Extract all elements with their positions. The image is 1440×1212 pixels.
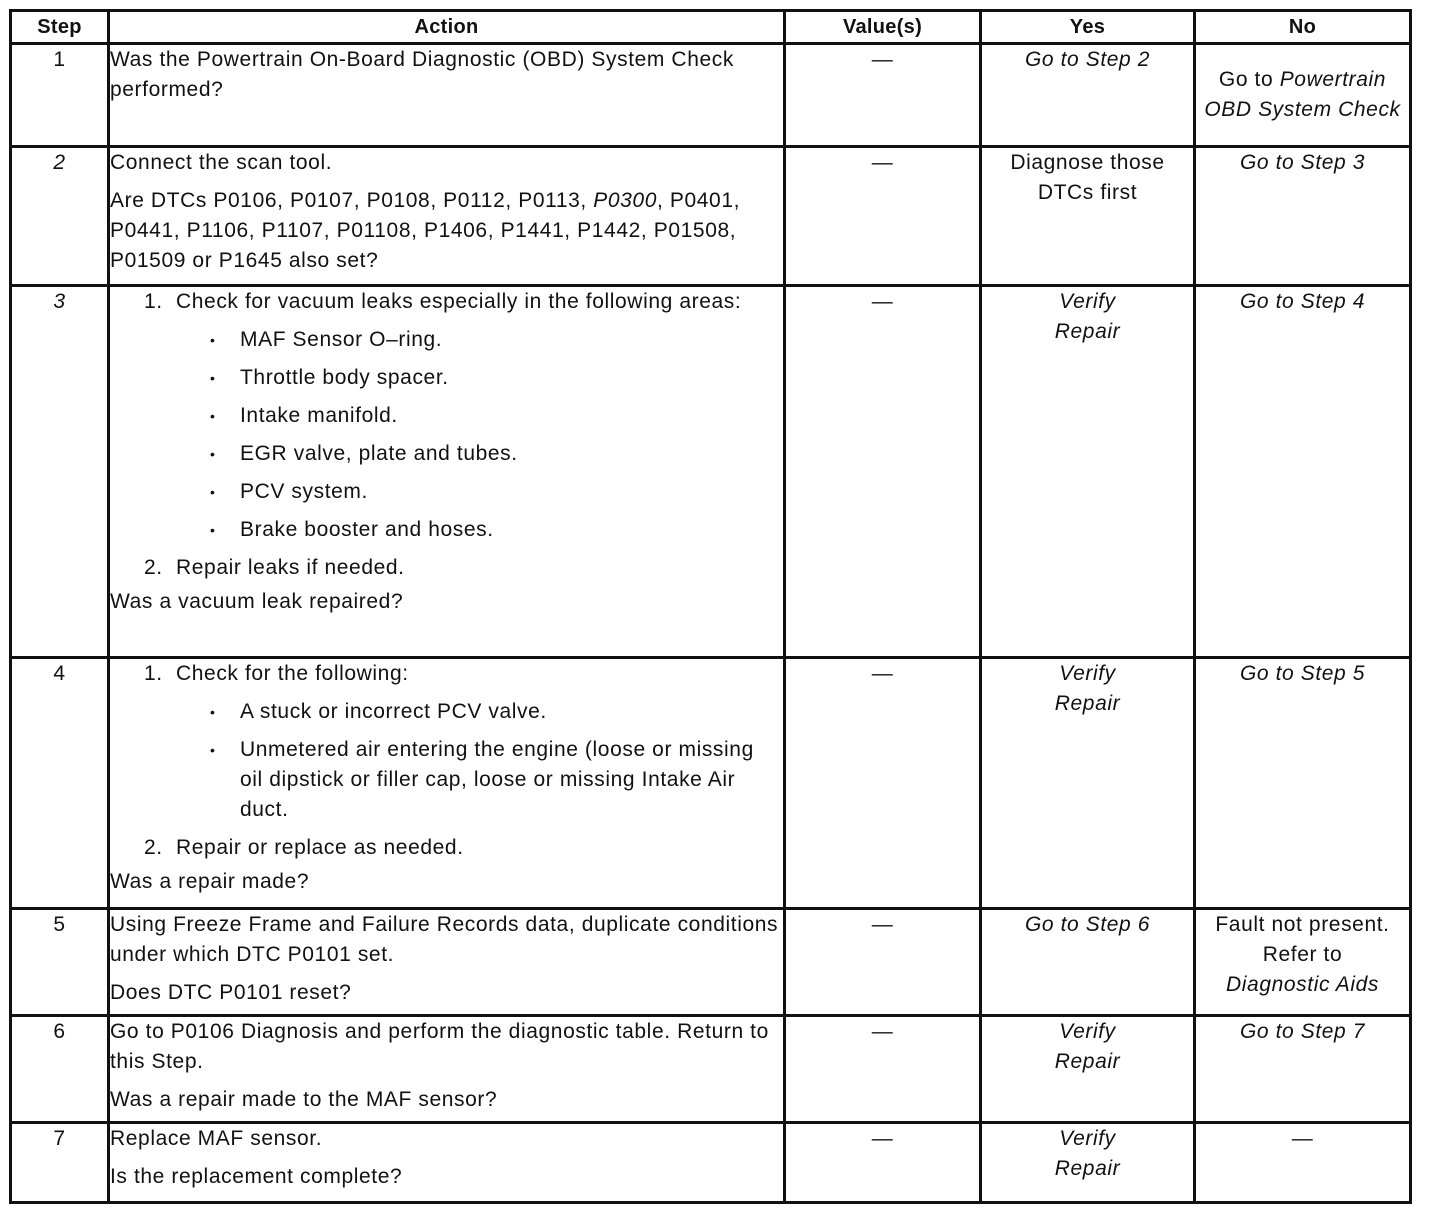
- item-number: 1.: [144, 290, 163, 313]
- action-cell: [109, 286, 785, 658]
- yes-cell: Verify Repair: [981, 1123, 1195, 1203]
- bullet-item: • Intake manifold.: [208, 401, 783, 431]
- value-cell: —: [785, 909, 981, 1016]
- value-cell: —: [785, 44, 981, 147]
- bullet-item: • PCV system.: [208, 477, 783, 507]
- bullet-item: • A stuck or incorrect PCV valve.: [208, 697, 783, 727]
- action-cell: [109, 147, 785, 286]
- action-cell: [109, 658, 785, 909]
- no-cell: —: [1195, 1123, 1411, 1203]
- action-text: Go to P0106 Diagnosis and perform the diagnostic table. Return to this Step.: [110, 1020, 769, 1073]
- item-text: Check for the following:: [176, 662, 409, 685]
- table-row: [11, 1123, 1411, 1203]
- bullet-item: • EGR valve, plate and tubes.: [208, 439, 783, 469]
- no-text: Go to: [1218, 68, 1280, 91]
- item-number: 2.: [144, 556, 163, 579]
- step-number: 7: [11, 1123, 109, 1203]
- numbered-steps: [110, 659, 783, 863]
- bullet-item: • MAF Sensor O–ring.: [208, 325, 783, 355]
- no-cell: Go to Step 5: [1195, 658, 1411, 909]
- header-action: Action: [109, 11, 785, 44]
- action-question: Was a repair made?: [110, 870, 310, 893]
- dtc-italic-code: P0300: [593, 189, 657, 212]
- value-cell: —: [785, 1016, 981, 1123]
- yes-cell: Verify Repair: [981, 286, 1195, 658]
- header-row: [11, 11, 1411, 44]
- header-step: Step: [11, 11, 109, 44]
- item-text: Repair or replace as needed.: [176, 836, 464, 859]
- bullet-item: • Throttle body spacer.: [208, 363, 783, 393]
- table-row: [11, 147, 1411, 286]
- yes-cell: Go to Step 6: [981, 909, 1195, 1016]
- no-cell: Go to Step 7: [1195, 1016, 1411, 1123]
- action-cell: [109, 1016, 785, 1123]
- no-cell: [1195, 909, 1411, 1016]
- action-text: Using Freeze Frame and Failure Records data, duplicate conditions under which DTC P0101 set.: [110, 913, 779, 966]
- step-number: 5: [11, 909, 109, 1016]
- step-number: 4: [11, 658, 109, 909]
- action-text: Connect the scan tool.: [110, 151, 333, 174]
- numbered-steps: [110, 287, 783, 583]
- list-item: [144, 833, 783, 863]
- dtc-list-part: , P0401, P0441, P1106, P1107, P01108, P1406, P1441, P1442, P01508, P01509 or P1645 also set?: [110, 189, 741, 272]
- no-text: Fault not present.: [1215, 913, 1390, 936]
- no-link-text: Powertrain OBD System Check: [1204, 68, 1401, 121]
- bullet-list: [176, 325, 783, 545]
- item-text: Check for vacuum leaks especially in the following areas:: [176, 290, 742, 313]
- value-cell: —: [785, 147, 981, 286]
- item-number: 1.: [144, 662, 163, 685]
- action-question: [110, 186, 783, 276]
- action-cell: [109, 1123, 785, 1203]
- no-cell: Go to Step 3: [1195, 147, 1411, 286]
- header-values: Value(s): [785, 11, 981, 44]
- action-text: Was the Powertrain On-Board Diagnostic (OBD) System Check performed?: [110, 48, 734, 101]
- header-yes: Yes: [981, 11, 1195, 44]
- action-question: Was a vacuum leak repaired?: [110, 590, 404, 613]
- header-no: No: [1195, 11, 1411, 44]
- step-number: 1: [11, 44, 109, 147]
- table-row: [11, 658, 1411, 909]
- action-cell: [109, 909, 785, 1016]
- no-link-text: Diagnostic Aids: [1226, 973, 1379, 996]
- list-item: [144, 287, 783, 545]
- list-item: [144, 553, 783, 583]
- value-cell: —: [785, 1123, 981, 1203]
- value-cell: —: [785, 658, 981, 909]
- table-row: [11, 44, 1411, 147]
- step-number: 2: [11, 147, 109, 286]
- item-text: Repair leaks if needed.: [176, 556, 405, 579]
- table-row: [11, 286, 1411, 658]
- bullet-item: • Unmetered air entering the engine (loose or missing oil dipstick or filler cap, loose or missing Intake Air duct.: [208, 735, 783, 825]
- action-text: Replace MAF sensor.: [110, 1127, 323, 1150]
- step-number: 6: [11, 1016, 109, 1123]
- bullet-list: [176, 697, 783, 825]
- dtc-list-part: Are DTCs P0106, P0107, P0108, P0112, P0113,: [110, 189, 594, 212]
- no-cell: Go to Step 4: [1195, 286, 1411, 658]
- value-cell: —: [785, 286, 981, 658]
- table-row: [11, 909, 1411, 1016]
- action-question: Is the replacement complete?: [110, 1165, 403, 1188]
- no-cell: [1195, 44, 1411, 147]
- diagnostic-table: [9, 9, 1412, 1204]
- bullet-item: • Brake booster and hoses.: [208, 515, 783, 545]
- no-text: Refer to: [1262, 943, 1343, 966]
- yes-cell: Verify Repair: [981, 1016, 1195, 1123]
- item-number: 2.: [144, 836, 163, 859]
- yes-cell: Verify Repair: [981, 658, 1195, 909]
- yes-cell: Diagnose those DTCs first: [981, 147, 1195, 286]
- action-question: Does DTC P0101 reset?: [110, 981, 352, 1004]
- action-cell: [109, 44, 785, 147]
- yes-cell: Go to Step 2: [981, 44, 1195, 147]
- list-item: [144, 659, 783, 825]
- step-number: 3: [11, 286, 109, 658]
- action-question: Was a repair made to the MAF sensor?: [110, 1088, 498, 1111]
- table-row: [11, 1016, 1411, 1123]
